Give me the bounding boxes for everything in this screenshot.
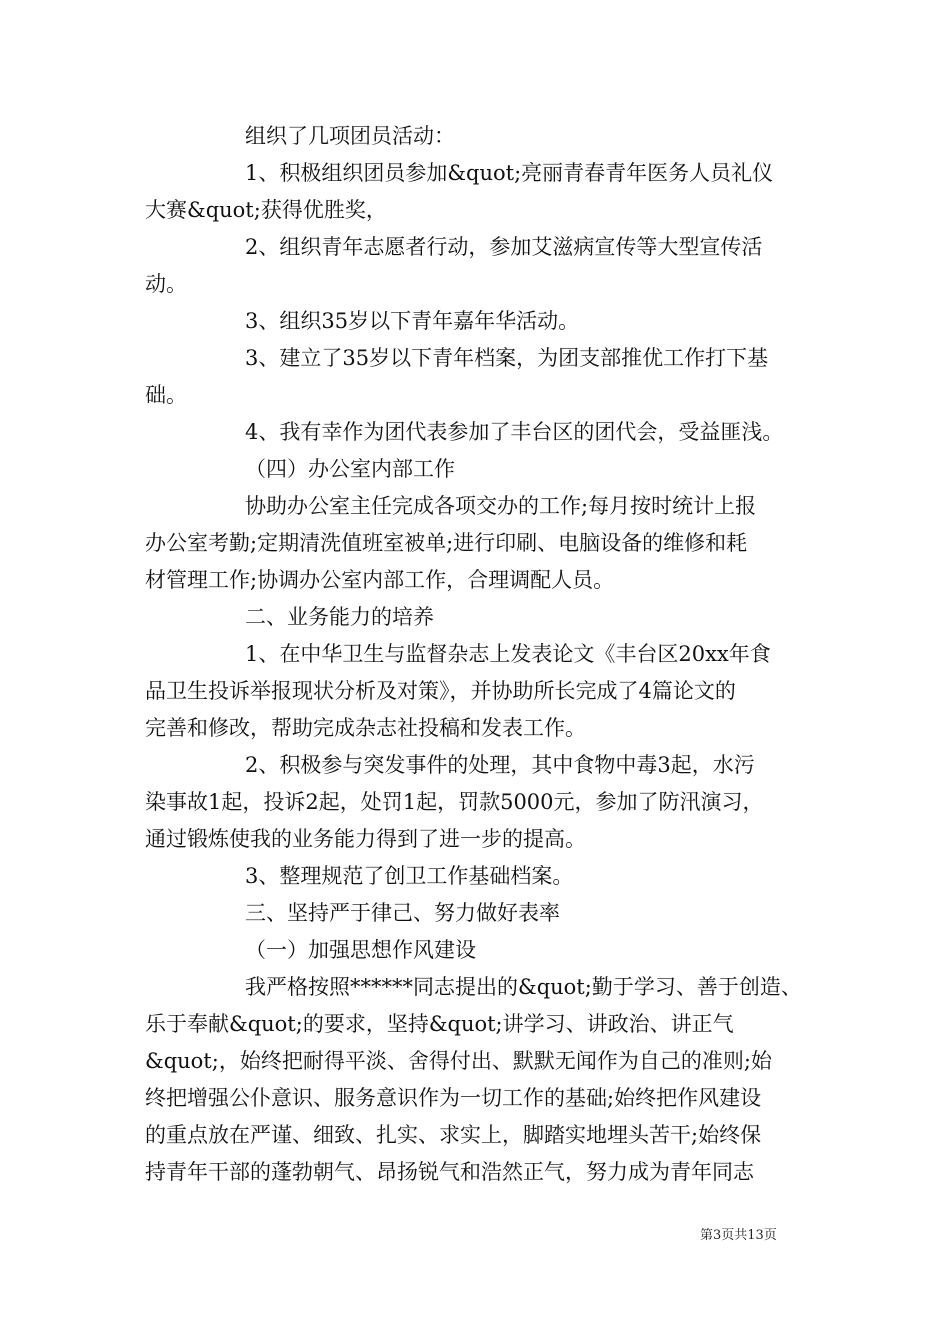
paragraph-line: 2、组织青年志愿者行动，参加艾滋病宣传等大型宣传活 [245, 235, 763, 259]
paragraph-line: 组织了几项团员活动： [245, 124, 455, 148]
paragraph-line: 3、组织35岁以下青年嘉年华活动。 [245, 309, 580, 333]
paragraph-line: 础。 [145, 383, 187, 407]
paragraph-line: &quot;，始终把耐得平淡、舍得付出、默默无闻作为自己的准则;始 [145, 1049, 772, 1073]
paragraph-line: 大赛&quot;获得优胜奖， [145, 198, 387, 222]
paragraph-line: 协助办公室主任完成各项交办的工作;每月按时统计上报 [245, 494, 757, 518]
paragraph-line: 动。 [145, 272, 187, 296]
paragraph-line: 品卫生投诉举报现状分析及对策》，并协助所长完成了4篇论文的 [145, 679, 736, 703]
paragraph-line: 1、在中华卫生与监督杂志上发表论文《丰台区20xx年食 [245, 642, 771, 666]
paragraph-line: 的重点放在严谨、细致、扎实、求实上，脚踏实地埋头苦干;始终保 [145, 1123, 762, 1147]
section-heading: 二、业务能力的培养 [245, 605, 434, 629]
document-body [145, 118, 810, 1191]
paragraph-line: 乐于奉献&quot;的要求，坚持&quot;讲学习、讲政治、讲正气 [145, 1012, 734, 1036]
paragraph-line: 通过锻炼使我的业务能力得到了进一步的提高。 [145, 827, 586, 851]
paragraph-line: 完善和修改，帮助完成杂志社投稿和发表工作。 [145, 716, 586, 740]
page-number-footer: 第3页共13页 [700, 1228, 777, 1243]
paragraph-line: 我严格按照******同志提出的&quot;勤于学习、善于创造、 [245, 975, 802, 999]
paragraph-line: 1、积极组织团员参加&quot;亮丽青春青年医务人员礼仪 [245, 161, 774, 185]
paragraph-line: 2、积极参与突发事件的处理，其中食物中毒3起，水污 [245, 753, 755, 777]
paragraph-line: 终把增强公仆意识、服务意识作为一切工作的基础;始终把作风建设 [145, 1086, 762, 1110]
section-heading: （一）加强思想作风建设 [245, 938, 476, 962]
section-heading: （四）办公室内部工作 [245, 457, 455, 481]
paragraph-line: 3、建立了35岁以下青年档案，为团支部推优工作打下基 [245, 346, 769, 370]
paragraph-line: 办公室考勤;定期清洗值班室被单;进行印刷、电脑设备的维修和耗 [145, 531, 748, 555]
paragraph-line: 染事故1起，投诉2起，处罚1起，罚款5000元，参加了防汛演习， [145, 790, 764, 814]
paragraph-line: 材管理工作;协调办公室内部工作，合理调配人员。 [145, 568, 615, 592]
paragraph-line: 4、我有幸作为团代表参加了丰台区的团代会，受益匪浅。 [245, 420, 784, 444]
paragraph-line: 3、整理规范了创卫工作基础档案。 [245, 864, 574, 888]
section-heading: 三、坚持严于律己、努力做好表率 [245, 901, 560, 925]
paragraph-line: 持青年干部的蓬勃朝气、昂扬锐气和浩然正气，努力成为青年同志 [145, 1160, 754, 1184]
